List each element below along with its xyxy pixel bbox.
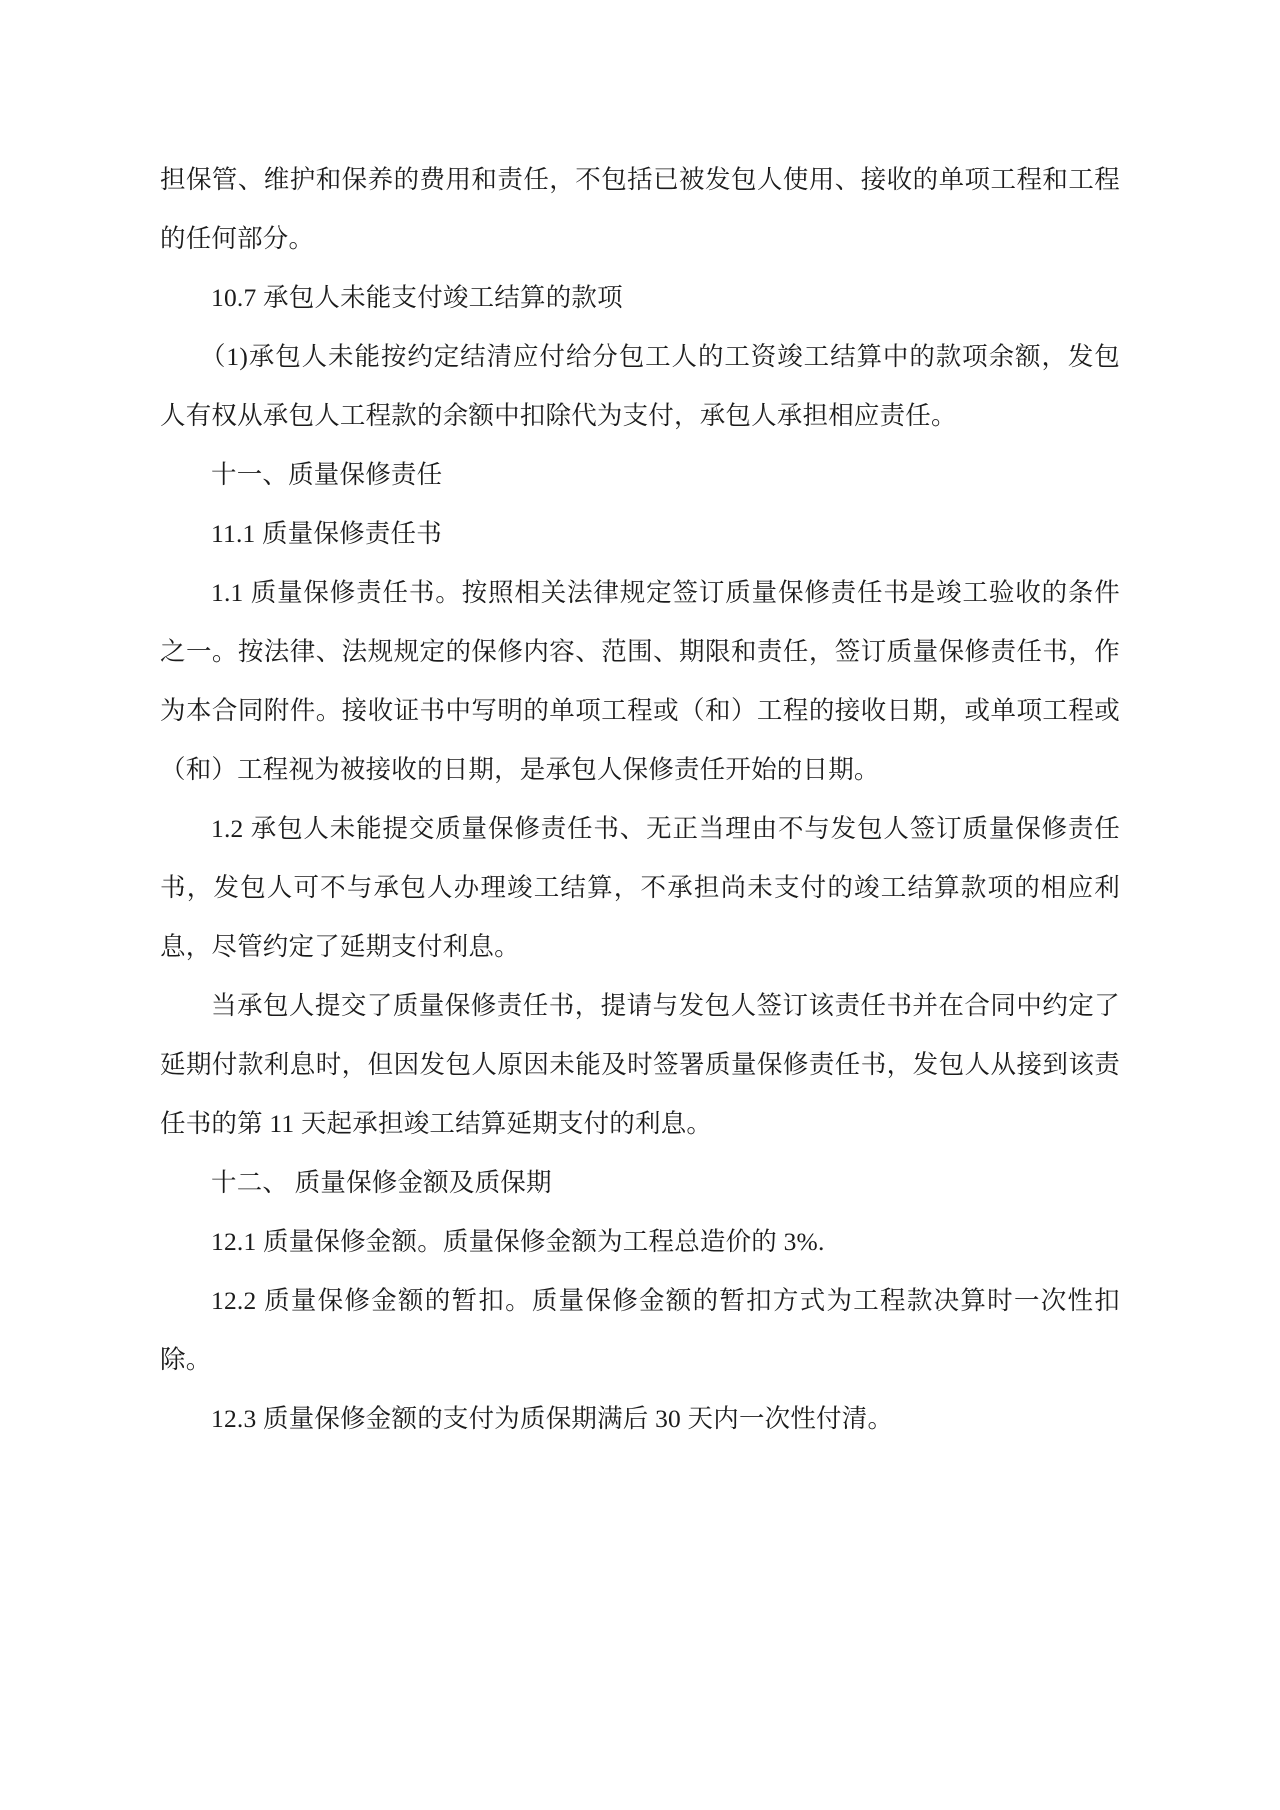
- paragraph-12-3: 12.3 质量保修金额的支付为质保期满后 30 天内一次性付清。: [211, 1404, 894, 1433]
- paragraph-continued-10-6: 担保管、维护和保养的费用和责任，不包括已被发包人使用、接收的单项工程和工程的任何部分。: [160, 165, 1120, 253]
- paragraph-1-1: 1.1 质量保修责任书。按照相关法律规定签订质量保修责任书是竣工验收的条件之一。按法律、法规规定的保修内容、范围、期限和责任，签订质量保修责任书，作为本合同附件。接收证书中写明的单项工程或（和）工程的接收日期，或单项工程或（和）工程视为被接收的日期，是承包人保修责任开始的日期。: [160, 578, 1120, 784]
- paragraph-12-1: 12.1 质量保修金额。质量保修金额为工程总造价的 3%.: [211, 1227, 825, 1256]
- paragraph-11-1-heading: 11.1 质量保修责任书: [211, 519, 442, 548]
- paragraph-1-2: 1.2 承包人未能提交质量保修责任书、无正当理由不与发包人签订质量保修责任书，发包人可不与承包人办理竣工结算，不承担尚未支付的竣工结算款项的相应利息，尽管约定了延期支付利息。: [160, 814, 1120, 961]
- paragraph-10-7-item-1: （1)承包人未能按约定结清应付给分包工人的工资竣工结算中的款项余额，发包人有权从承包人工程款的余额中扣除代为支付，承包人承担相应责任。: [160, 342, 1120, 430]
- paragraph-1-2-continued: 当承包人提交了质量保修责任书，提请与发包人签订该责任书并在合同中约定了延期付款利息时，但因发包人原因未能及时签署质量保修责任书，发包人从接到该责任书的第 11 天起承担竣工结算延期支付的利息。: [160, 991, 1120, 1138]
- paragraph-section-11-heading: 十一、质量保修责任: [211, 460, 443, 489]
- paragraph-12-2: 12.2 质量保修金额的暂扣。质量保修金额的暂扣方式为工程款决算时一次性扣除。: [160, 1286, 1120, 1374]
- document-body: [160, 150, 1120, 1448]
- paragraph-10-7-heading: 10.7 承包人未能支付竣工结算的款项: [211, 283, 623, 312]
- paragraph-section-12-heading: 十二、 质量保修金额及质保期: [211, 1168, 552, 1197]
